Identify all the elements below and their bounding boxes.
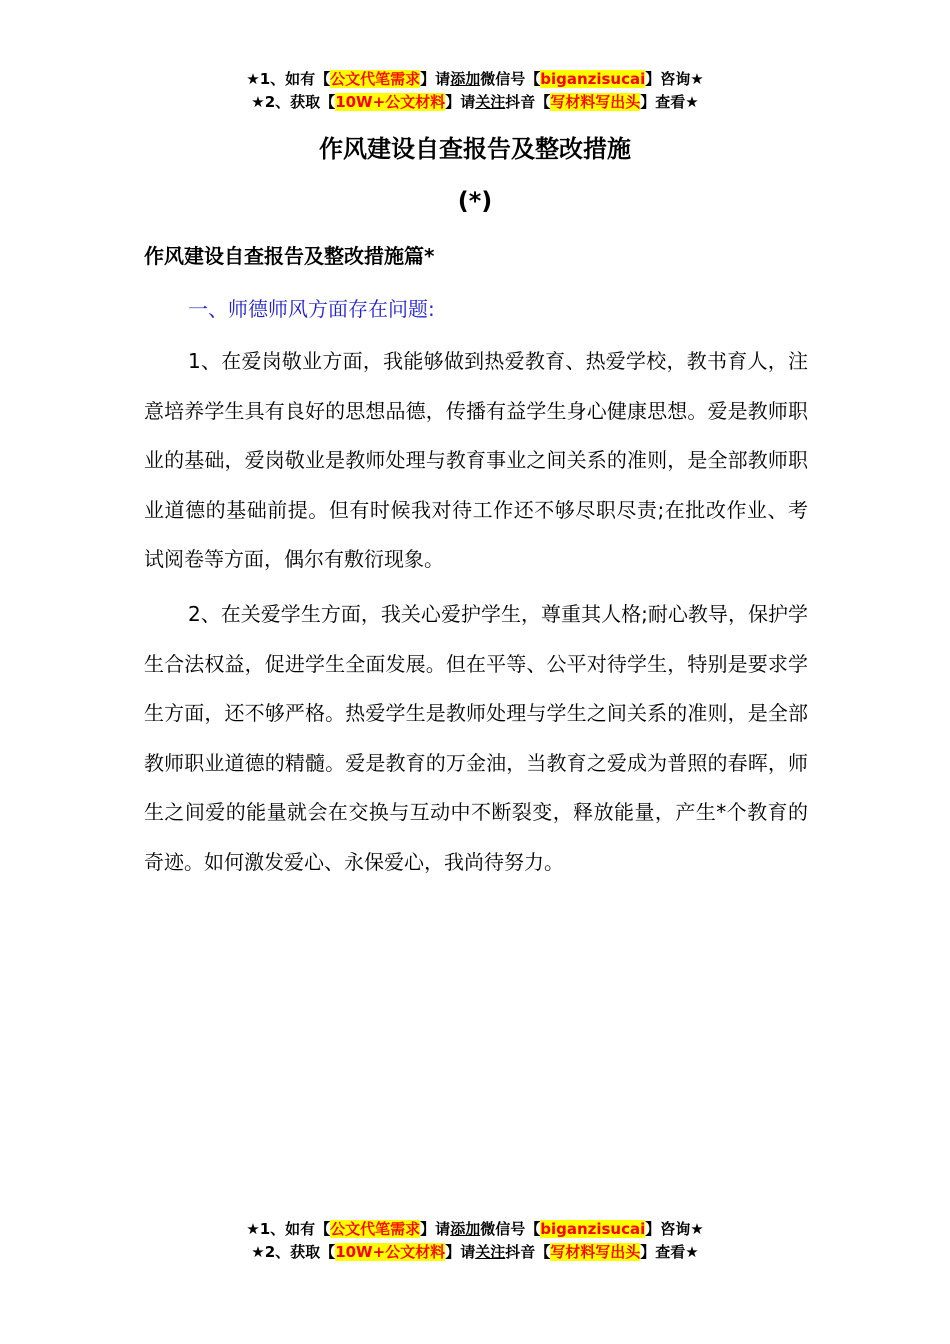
banner-text: 抖音【 <box>505 93 551 111</box>
underlined-text: 添加 <box>450 70 481 88</box>
highlight-text: 10W+公文材料 <box>335 1243 446 1261</box>
document-title-sub: (*) <box>457 187 493 215</box>
footer-banner <box>0 1218 950 1264</box>
banner-text: 微信号【 <box>480 70 541 88</box>
highlight-text: 写材料写出头 <box>550 1243 641 1261</box>
banner-text: 】请 <box>420 70 451 88</box>
banner-text: 】咨询★ <box>645 70 704 88</box>
document-subtitle: 作风建设自查报告及整改措施篇* <box>144 244 435 268</box>
highlight-text: 公文代笔需求 <box>330 1220 421 1238</box>
highlight-text: biganzisucai <box>540 1220 646 1238</box>
banner-text: 】查看★ <box>640 93 699 111</box>
highlight-text: 写材料写出头 <box>550 93 641 111</box>
underlined-text: 关注 <box>475 1243 506 1261</box>
header-banner <box>0 68 950 114</box>
banner-text: 】查看★ <box>640 1243 699 1261</box>
banner-line-1 <box>0 1218 950 1241</box>
document-title: 作风建设自查报告及整改措施 <box>319 135 631 163</box>
highlight-text: 10W+公文材料 <box>335 93 446 111</box>
highlight-text: 公文代笔需求 <box>330 70 421 88</box>
banner-text: ★2、获取【 <box>251 1243 336 1261</box>
banner-text: 】请 <box>420 1220 451 1238</box>
underlined-text: 关注 <box>475 93 506 111</box>
underlined-text: 添加 <box>450 1220 481 1238</box>
paragraph-2: 2、在关爱学生方面，我关心爱护学生，尊重其人格;耐心教导，保护学生合法权益，促进学生全面发展。但在平等、公平对待学生，特别是要求学生方面，还不够严格。热爱学生是教师处理与学生之间关系的准则，是全部教师职业道德的精髓。爱是教育的万金油，当教育之爱成为普照的春晖，师生之间爱的能量就会在交换与互动中不断裂变，释放能量，产生*个教育的奇迹。如何激发爱心、永保爱心，我尚待努力。 <box>144 602 808 874</box>
paragraph-1: 1、在爱岗敬业方面，我能够做到热爱教育、热爱学校，教书育人，注意培养学生具有良好的思想品德，传播有益学生身心健康思想。爱是教师职业的基础，爱岗敬业是教师处理与教育事业之间关系的准则，是全部教师职业道德的基础前提。但有时候我对待工作还不够尽职尽责;在批改作业、考试阅卷等方面，偶尔有敷衍现象。 <box>144 349 808 572</box>
banner-line-2 <box>0 1241 950 1264</box>
banner-text: 抖音【 <box>505 1243 551 1261</box>
section-heading: 一、师德师风方面存在问题: <box>188 297 435 321</box>
highlight-text: biganzisucai <box>540 70 646 88</box>
banner-line-1 <box>0 68 950 91</box>
banner-text: ★1、如有【 <box>246 1220 331 1238</box>
banner-text: 微信号【 <box>480 1220 541 1238</box>
banner-text: ★2、获取【 <box>251 93 336 111</box>
banner-text: 】咨询★ <box>645 1220 704 1238</box>
banner-line-2 <box>0 91 950 114</box>
banner-text: ★1、如有【 <box>246 70 331 88</box>
banner-text: 】请 <box>445 93 476 111</box>
banner-text: 】请 <box>445 1243 476 1261</box>
